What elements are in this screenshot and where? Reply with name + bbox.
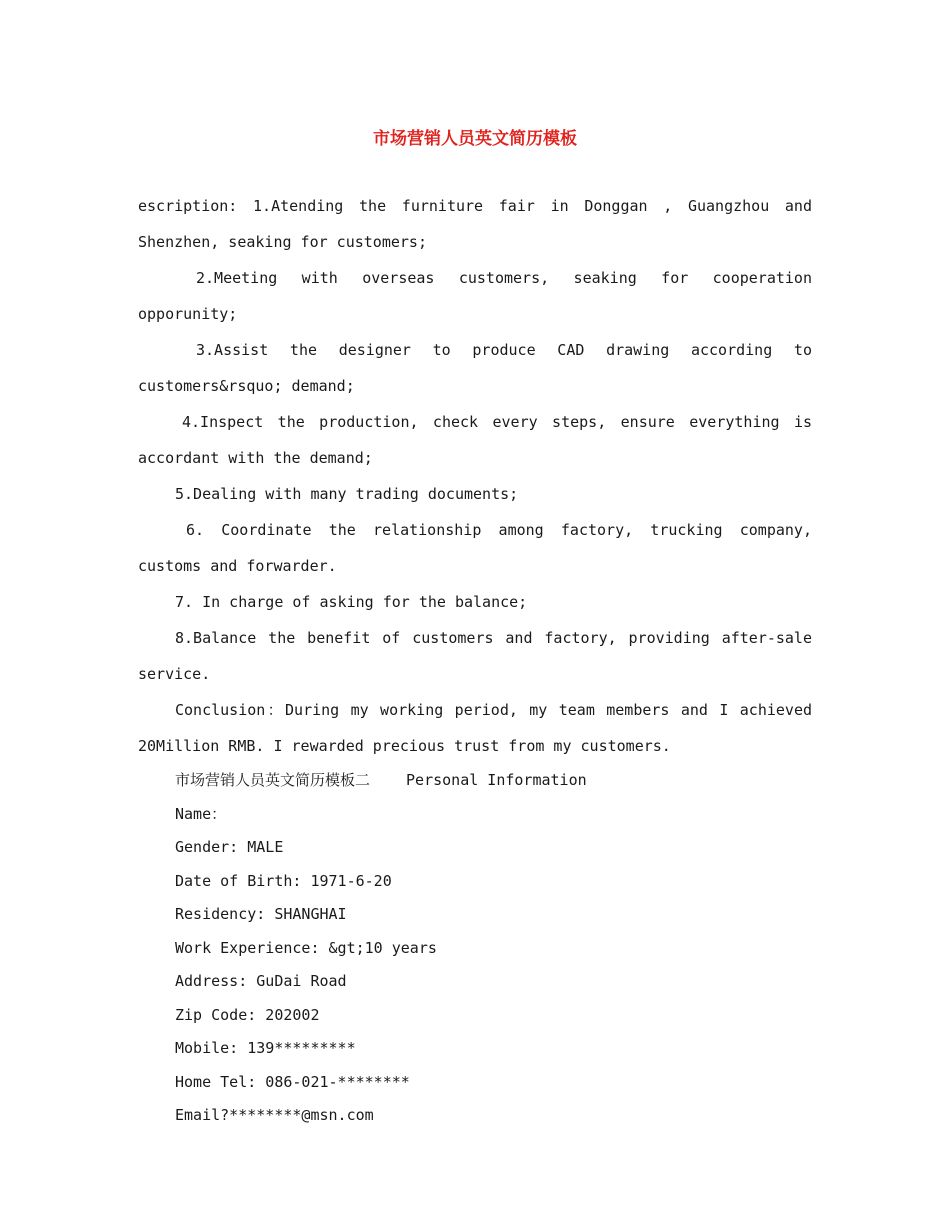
paragraph-description: escription: 1.Atending the furniture fair in Donggan , Guangzhou and Shenzhen, seaking for customers;	[138, 197, 812, 251]
info-residency: Residency: SHANGHAI	[175, 905, 347, 923]
info-zip-code: Zip Code: 202002	[175, 1005, 320, 1024]
info-date-of-birth: Date of Birth: 1971-6-20	[175, 871, 392, 890]
document-title: 市场营销人员英文简历模板	[373, 129, 577, 149]
paragraph-item-3: 3.Assist the designer to produce CAD drawing according to customers&rsquo; demand;	[138, 341, 812, 395]
paragraph-item-2: 2.Meeting with overseas customers, seaking for cooperation opporunity;	[138, 269, 812, 323]
section-subheading: Personal Information	[406, 771, 587, 789]
section-heading-line	[138, 764, 812, 798]
paragraph-item-6: 6. Coordinate the relationship among factory, trucking company, customs and forwarder.	[138, 521, 812, 575]
paragraph-item-4: 4.Inspect the production, check every steps, ensure everything is accordant with the demand;	[138, 413, 812, 467]
paragraph-item-7: 7. In charge of asking for the balance;	[175, 593, 528, 611]
info-mobile: Mobile: 139*********	[175, 1039, 356, 1057]
info-address: Address: GuDai Road	[175, 972, 347, 990]
paragraph-conclusion: Conclusion：During my working period, my team members and I achieved 20Million RMB. I rewarded precious trust from my customers.	[138, 701, 812, 755]
info-name: Name：	[175, 804, 227, 823]
info-email: Email?********@msn.com	[175, 1106, 374, 1124]
document-body	[138, 188, 812, 1133]
section-heading: 市场营销人员英文简历模板二	[175, 771, 371, 789]
info-work-experience: Work Experience: &gt;10 years	[175, 938, 437, 957]
info-gender: Gender: MALE	[175, 838, 284, 856]
info-home-tel: Home Tel: 086-021-********	[175, 1072, 410, 1091]
paragraph-item-5: 5.Dealing with many trading documents;	[175, 485, 519, 503]
paragraph-item-8: 8.Balance the benefit of customers and factory, providing after-sale service.	[138, 629, 812, 683]
